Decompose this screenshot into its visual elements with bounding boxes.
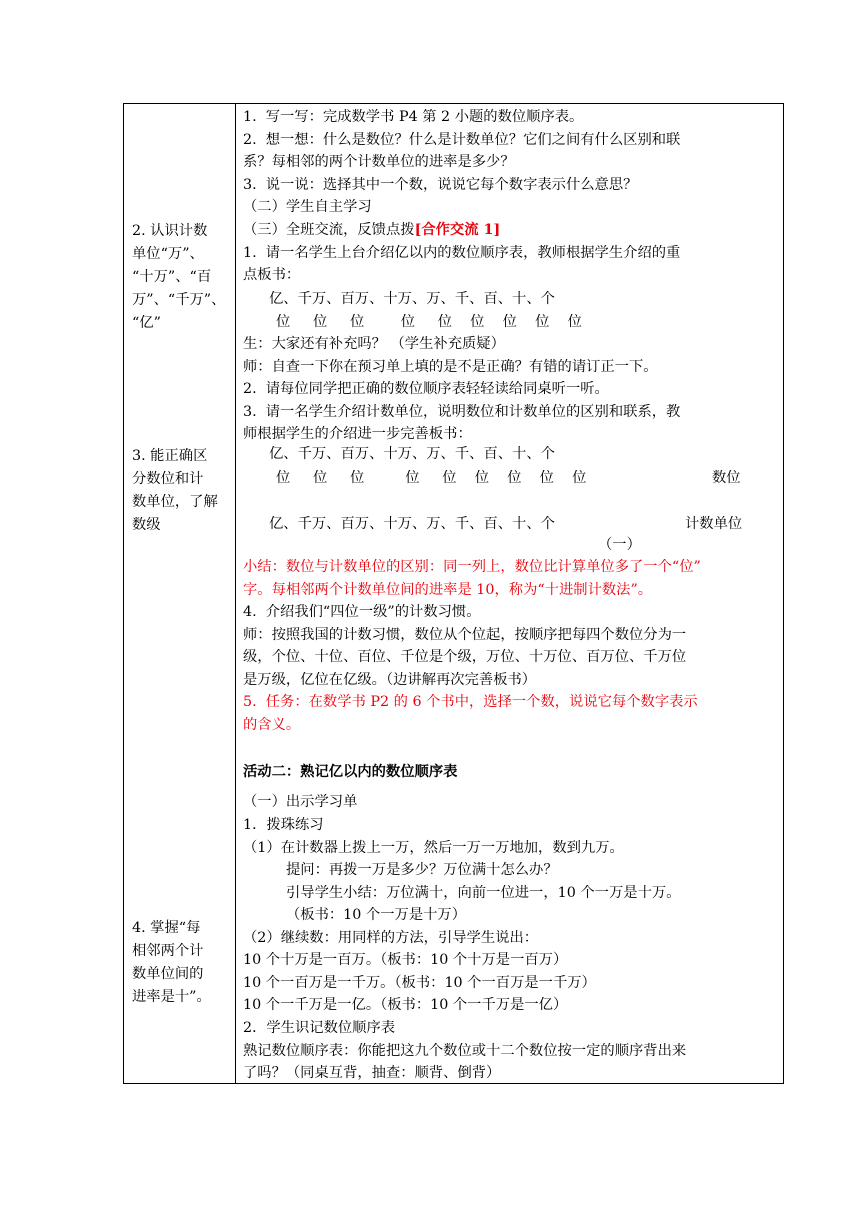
student-line: 生：大家还有补充吗？ （学生补充质疑） xyxy=(243,336,505,352)
bead-board-note: （板书：10 个一万是十万） xyxy=(286,907,467,923)
objective-2-line-3: “十万”、“百 xyxy=(132,269,212,285)
memorize-line-2: 了吗？（同桌互背，抽查：顺背、倒背） xyxy=(243,1065,501,1081)
summary-line-1: 小结：数位与计数单位的区别：同一列上，数位比计算单位多了一个“位” xyxy=(243,559,701,575)
step-4-detail-line-2: 级，个位、十位、百位、千位是个级，万位、十万位、百万位、千万位 xyxy=(243,649,687,665)
memorize-heading: 2．学生识记数位顺序表 xyxy=(243,1020,396,1036)
section-heading-self-study: （二）学生自主学习 xyxy=(243,199,372,215)
bead-question: 提问：再拨一万是多少？万位满十怎么办？ xyxy=(286,862,558,878)
objective-4-line-4: 进率是十”。 xyxy=(132,989,211,1005)
write-task: 1. 写一写：完成数学书 P4 第 2 小题的数位顺序表。 xyxy=(243,109,584,125)
section-heading-class-exchange xyxy=(243,220,500,240)
counting-line-2: 10 个一百万是一千万。（板书：10 个一百万是一千万） xyxy=(243,975,596,991)
objective-2-line-1: 2. 认识计数 xyxy=(132,223,208,239)
class-exchange-text: （三）全班交流，反馈点拨 xyxy=(243,222,415,238)
objective-4-line-1: 4. 掌握“每 xyxy=(132,920,201,936)
step-1-line-2: 点板书： xyxy=(243,267,301,283)
label-yi: （一） xyxy=(598,537,641,553)
memorize-line-1: 熟记数位顺序表：你能把这九个数位或十二个数位按一定的顺序背出来 xyxy=(243,1043,687,1059)
objective-2-line-5: “亿” xyxy=(132,315,161,331)
objective-3-line-4: 数级 xyxy=(132,517,161,533)
counting-line-3: 10 个一千万是一亿。（板书：10 个一千万是一亿） xyxy=(243,997,568,1013)
step-4-detail-line-1: 师：按照我国的计数习惯，数位从个位起，按顺序把每四个数位分为一 xyxy=(243,627,687,643)
bead-practice-heading: 1．拨珠练习 xyxy=(243,817,324,833)
label-shuwei: 数位 xyxy=(712,470,741,486)
step-2: 2. 请每位同学把正确的数位顺序表轻轻读给同桌听一听。 xyxy=(243,381,609,397)
speak-task: 3. 说一说：选择其中一个数，说说它每个数字表示什么意思？ xyxy=(243,177,638,193)
objective-2-line-4: 万”、“千万”、 xyxy=(132,292,226,308)
step-3-line-2: 师根据学生的介绍进一步完善板书： xyxy=(243,426,472,442)
objective-4-line-2: 相邻两个计 xyxy=(132,943,204,959)
teacher-line: 师：自查一下你在预习单上填的是不是正确？有错的请订正一下。 xyxy=(243,359,658,375)
task-5-line-2: 的含义。 xyxy=(243,717,301,733)
column-divider xyxy=(235,104,236,1083)
board-units-row-3: 亿、千万、百万、十万、万、千、百、十、个 xyxy=(269,516,555,532)
bead-practice-step-1: （1）在计数器上拨上一万，然后一万一万地加，数到九万。 xyxy=(243,840,624,856)
objective-3-line-2: 分数位和计 xyxy=(132,471,204,487)
board-units-row-2: 亿、千万、百万、十万、万、千、百、十、个 xyxy=(269,446,555,462)
counting-line-1: 10 个十万是一百万。（板书：10 个十万是一百万） xyxy=(243,952,568,968)
bead-summary: 引导学生小结：万位满十，向前一位进一，10 个一万是十万。 xyxy=(286,885,681,901)
summary-line-2: 字。每相邻两个计数单位间的进率是 10，称为“十进制计数法”。 xyxy=(243,582,653,598)
board-position-row-2: 位 位 位 位 位 位 位 位 位 xyxy=(276,470,587,486)
task-5-line-1: 5. 任务：在数学书 P2 的 6 个书中，选择一个数，说说它每个数字表示 xyxy=(243,694,698,710)
think-task-line-1: 2. 想一想：什么是数位？什么是计数单位？它们之间有什么区别和联 xyxy=(243,132,681,148)
objective-2-line-2: 单位“万”、 xyxy=(132,246,204,262)
objective-3-line-1: 3. 能正确区 xyxy=(132,448,208,464)
step-1-line-1: 1. 请一名学生上台介绍亿以内的数位顺序表，教师根据学生介绍的重 xyxy=(243,245,681,261)
board-position-row: 位 位 位 位 位 位 位 位 位 xyxy=(276,314,582,330)
objective-4-line-3: 数单位间的 xyxy=(132,966,204,982)
board-units-row: 亿、千万、百万、十万、万、千、百、十、个 xyxy=(269,291,555,307)
think-task-line-2: 系？每相邻的两个计数单位的进率是多少？ xyxy=(243,154,515,170)
continue-counting: （2）继续数：用同样的方法，引导学生说出： xyxy=(243,930,539,946)
objective-3-line-3: 数单位，了解 xyxy=(132,494,218,510)
label-jishu-danwei: 计数单位 xyxy=(685,516,743,532)
activity-2-heading: 活动二：熟记亿以内的数位顺序表 xyxy=(243,764,458,780)
worksheet-heading: （一）出示学习单 xyxy=(243,794,358,810)
step-4: 4. 介绍我们“四位一级”的计数习惯。 xyxy=(243,604,481,620)
lesson-plan-table xyxy=(123,103,784,1084)
cooperation-tag: [合作交流 1] xyxy=(414,222,501,238)
step-3-line-1: 3. 请一名学生介绍计数单位，说明数位和计数单位的区别和联系，教 xyxy=(243,404,681,420)
step-4-detail-line-3: 是万级，亿位在亿级。（边讲解再次完善板书） xyxy=(243,672,537,688)
